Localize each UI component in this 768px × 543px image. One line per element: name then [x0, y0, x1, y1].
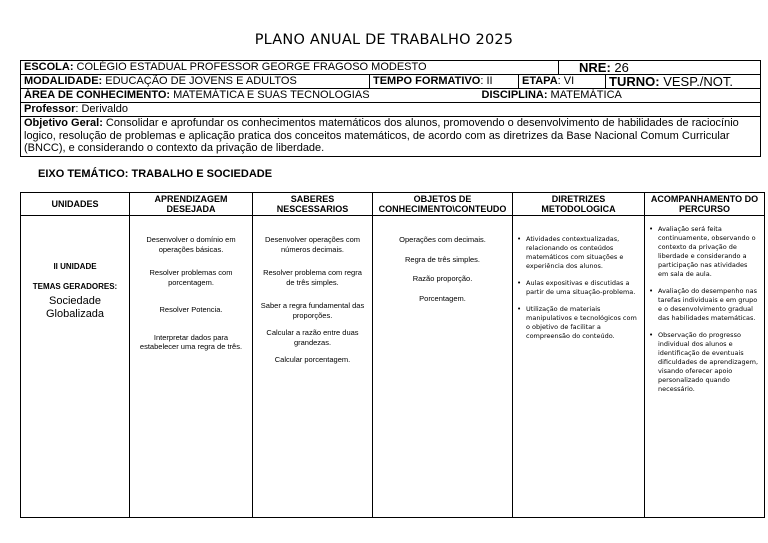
objetivo-row	[21, 117, 761, 157]
escola-row	[21, 61, 761, 75]
col-unidades: UNIDADES	[21, 193, 130, 216]
bullet-icon: •	[649, 287, 654, 295]
col-diretrizes: DIRETRIZES METODOLOGICA	[513, 193, 645, 216]
diretrizes-item: • Atividades contextualizadas, relacionando os conteúdos matemáticos com situações e experiência dos alunos.	[517, 235, 624, 270]
aprendizagem-item: Resolver Potencia.	[159, 305, 223, 314]
disciplina-cell: DISCIPLINA: MATEMÁTICA	[467, 89, 761, 103]
bullet-icon: •	[649, 331, 654, 339]
saberes-item: Saber a regra fundamental das proporções.	[260, 301, 365, 320]
bullet-icon: •	[517, 279, 522, 287]
unidade-cell	[21, 216, 130, 518]
turno-cell: TURNO: VESP./NOT.	[606, 75, 761, 89]
tempo-formativo-cell: TEMPO FORMATIVO: II	[370, 75, 519, 89]
diretrizes-item: • Aulas expositivas e discutidas a partir de uma situação-problema.	[517, 279, 636, 296]
saberes-item: Desenvolver operações com números decimais.	[264, 235, 361, 254]
diretrizes-item: • Utilização de materiais manipulativos e tecnológicos com o objetivo de facilitar a compreensão do conteúdo.	[517, 305, 637, 340]
header-table	[20, 60, 761, 157]
temas-value: Sociedade Globalizada	[45, 295, 105, 320]
modalidade-row	[21, 75, 761, 89]
saberes-item: Calcular a razão entre duas grandezas.	[266, 328, 359, 347]
aprendizagem-item: Resolver problemas com porcentagem.	[149, 268, 233, 287]
unidade-numero: II UNIDADE	[53, 262, 97, 271]
bullet-icon: •	[517, 305, 522, 313]
escola-cell: ESCOLA: COLÉGIO ESTADUAL PROFESSOR GEORGE FRAGOSO MODESTO	[21, 61, 559, 75]
diretrizes-cell	[513, 216, 645, 518]
area-cell: ÁREA DE CONHECIMENTO: MATEMÁTICA E SUAS TECNOLOGIAS	[21, 89, 467, 103]
acompanhamento-cell	[645, 216, 765, 518]
acompanhamento-list	[649, 225, 758, 394]
plan-header-row	[21, 193, 765, 216]
saberes-cell	[253, 216, 373, 518]
col-saberes: SABERES NESCESSARIOS	[253, 193, 373, 216]
bullet-icon: •	[517, 235, 522, 243]
acompanhamento-item: • Avaliação será feita continuamente, observando o contexto da privação de liberdade e considerando a participação nas atividades em sala de aula.	[649, 225, 756, 278]
objetos-cell	[373, 216, 513, 518]
objetos-item: Razão proporção.	[412, 274, 473, 283]
saberes-item: Calcular porcentagem.	[274, 355, 351, 364]
plan-table	[20, 192, 765, 518]
aprendizagem-item: Desenvolver o domínio em operações básicas.	[146, 235, 236, 254]
temas-label: TEMAS GERADORES:	[32, 281, 118, 291]
acompanhamento-item: • Observação do progresso individual dos alunos e identificação de eventuais dificuldades de aprendizagem, visando oferecer apoio personalizado quando necessário.	[649, 331, 759, 393]
aprendizagem-item: Interpretar dados para estabelecer uma regra de três.	[139, 332, 243, 351]
col-aprendizagem: APRENDIZAGEM DESEJADA	[130, 193, 253, 216]
nre-cell: NRE: 26	[559, 61, 761, 75]
col-acompanhamento: ACOMPANHAMENTO DO PERCURSO	[645, 193, 765, 216]
etapa-cell: ETAPA: VI	[519, 75, 606, 89]
professor-cell: Professor: Derivaldo	[21, 103, 761, 117]
diretrizes-list	[517, 235, 638, 341]
eixo-tematico: EIXO TEMÁTICO: TRABALHO E SOCIEDADE	[38, 168, 273, 180]
objetos-item: Regra de três simples.	[404, 254, 481, 264]
area-row	[21, 89, 761, 103]
saberes-item: Resolver problema com regra de três simples.	[263, 268, 362, 287]
bullet-icon: •	[649, 225, 654, 233]
plan-body-row	[21, 216, 765, 518]
aprendizagem-cell	[130, 216, 253, 518]
professor-row	[21, 103, 761, 117]
acompanhamento-item: • Avaliação do desempenho nas tarefas individuais e em grupo e o desenvolvimento gradual das habilidades matemáticas.	[649, 287, 758, 322]
document-title: PLANO ANUAL DE TRABALHO 2025	[254, 32, 514, 48]
objetos-item: Porcentagem.	[419, 293, 466, 303]
col-objetos: OBJETOS DE CONHECIMENTO\CONTEUDO	[373, 193, 513, 216]
objetos-item: Operações com decimais.	[399, 235, 486, 244]
modalidade-cell: MODALIDADE: EDUCAÇÃO DE JOVENS E ADULTOS	[21, 75, 370, 89]
objetivo-cell: Objetivo Geral: Consolidar e aprofundar os conhecimentos matemáticos dos alunos, promovendo o desenvolvimento de habilidades de raciocínio logico, resolução de problemas e aplicação pratica dos conceitos matemáticos, de acordo com as diretrizes da Base Nacional Comum Curricular (BNCC), e considerando o contexto da privação de liberdade.	[21, 117, 761, 157]
